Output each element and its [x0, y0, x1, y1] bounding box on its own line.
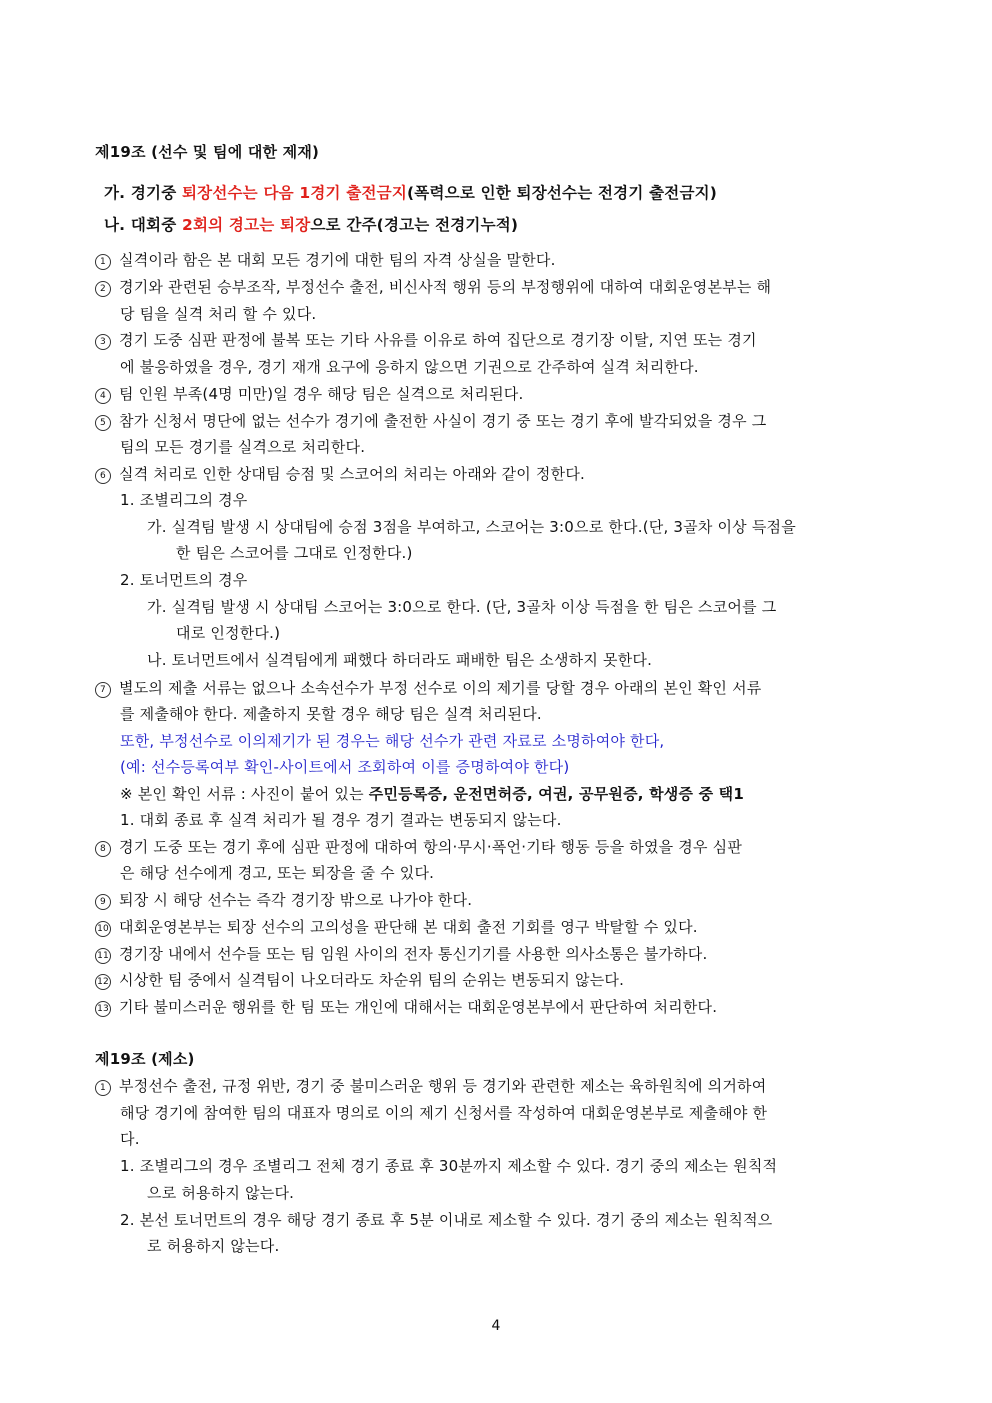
list-item-text: 경기와 관련된 승부조작, 부정선수 출전, 비신사적 행위 등의 부정행위에 대하여 대회운영본부는 해 [119, 278, 772, 296]
circled-number: 6 [95, 468, 111, 484]
list-item [95, 330, 757, 350]
circled-number: 10 [95, 921, 111, 937]
appeal-league-rule-continuation: 으로 허용하지 않는다. [147, 1184, 295, 1202]
list-item [95, 944, 707, 964]
sub-tournament-ga-continuation: 대로 인정한다.) [176, 624, 281, 642]
list-item-continuation: 에 불응하였을 경우, 경기 재개 요구에 응하지 않으면 기권으로 간주하여 실격 처리한다. [120, 358, 699, 376]
result-note: 1. 대회 종료 후 실격 처리가 될 경우 경기 결과는 변동되지 않는다. [120, 811, 562, 829]
list-item-text: 별도의 제출 서류는 없으나 소속선수가 부정 선수로 이의 제기를 당할 경우 아래의 본인 확인 서류 [119, 679, 762, 697]
list-item-continuation: 해당 경기에 참여한 팀의 대표자 명의로 이의 제기 신청서를 작성하여 대회운영본부로 제출해야 한 [120, 1104, 768, 1122]
circled-number: 8 [95, 841, 111, 857]
list-item [95, 411, 766, 431]
circled-number: 1 [95, 1080, 111, 1096]
id-documents-list: 주민등록증, 운전면허증, 여권, 공무원증, 학생증 중 택1 [368, 785, 745, 803]
list-item-continuation: 다. [120, 1130, 140, 1148]
rule-ga-prefix: 가. 경기중 [104, 184, 182, 202]
circled-number: 13 [95, 1001, 111, 1017]
list-item [95, 890, 472, 910]
rule-na-highlight: 2회의 경고는 퇴장 [181, 216, 311, 234]
list-item-text: 시상한 팀 중에서 실격팀이 나오더라도 차순위 팀의 순위는 변동되지 않는다. [119, 971, 625, 989]
list-item [95, 970, 624, 990]
blue-note-1: 또한, 부정선수로 이의제기가 된 경우는 해당 선수가 관련 자료로 소명하여야 한다, [120, 732, 665, 750]
list-item-text: 부정선수 출전, 규정 위반, 경기 중 불미스러운 행위 등 경기와 관련한 제소는 육하원칙에 의거하여 [119, 1077, 767, 1095]
circled-number: 3 [95, 334, 111, 350]
list-item [95, 250, 556, 270]
sub-league-ga-continuation: 한 팀은 스코어를 그대로 인정한다.) [176, 544, 413, 562]
rule-ga [104, 183, 717, 203]
list-item [95, 384, 523, 404]
circled-number: 12 [95, 974, 111, 990]
circled-number: 9 [95, 894, 111, 910]
list-item-text: 퇴장 시 해당 선수는 즉각 경기장 밖으로 나가야 한다. [119, 891, 473, 909]
list-item-text: 기타 불미스러운 행위를 한 팀 또는 개인에 대해서는 대회운영본부에서 판단하여 처리한다. [119, 998, 718, 1016]
list-item-text: 실격이라 함은 본 대회 모든 경기에 대한 팀의 자격 상실을 말한다. [119, 251, 556, 269]
id-documents-prefix: ※ 본인 확인 서류 : 사진이 붙어 있는 [120, 785, 369, 803]
list-item-continuation: 은 해당 선수에게 경고, 또는 퇴장을 줄 수 있다. [120, 864, 435, 882]
sub-tournament-ga: 가. 실격팀 발생 시 상대팀 스코어는 3:0으로 한다. (단, 3골차 이상 득점을 한 팀은 스코어를 그 [147, 598, 777, 616]
page-number: 4 [491, 1318, 501, 1334]
circled-number: 5 [95, 415, 111, 431]
rule-na-prefix: 나. 대회중 [104, 216, 182, 234]
rule-ga-highlight: 퇴장선수는 다음 1경기 출전금지 [181, 184, 408, 202]
list-item [95, 837, 742, 857]
circled-number: 2 [95, 281, 111, 297]
list-item-text: 경기 도중 또는 경기 후에 심판 판정에 대하여 항의·무시·폭언·기타 행동 등을 하였을 경우 심판 [119, 838, 743, 856]
sub-tournament-na: 나. 토너먼트에서 실격팀에게 패했다 하더라도 패배한 팀은 소생하지 못한다. [147, 651, 653, 669]
rule-na [104, 215, 518, 235]
list-item [95, 678, 761, 698]
list-item-text: 경기 도중 심판 판정에 불복 또는 기타 사유를 이유로 하여 집단으로 경기장 이탈, 지연 또는 경기 [119, 331, 757, 349]
list-item [95, 1076, 766, 1096]
appeal-league-rule: 1. 조별리그의 경우 조별리그 전체 경기 종료 후 30분까지 제소할 수 있다. 경기 중의 제소는 원칙적 [120, 1157, 778, 1175]
sub-tournament-title: 2. 토너먼트의 경우 [120, 571, 248, 589]
blue-note-2: (예: 선수등록여부 확인-사이트에서 조회하여 이를 증명하여야 한다) [120, 758, 570, 776]
circled-number: 7 [95, 682, 111, 698]
sub-league-title: 1. 조별리그의 경우 [120, 491, 248, 509]
circled-number: 11 [95, 948, 111, 964]
circled-number: 4 [95, 388, 111, 404]
list-item-text: 대회운영본부는 퇴장 선수의 고의성을 판단해 본 대회 출전 기회를 영구 박탈할 수 있다. [119, 918, 698, 936]
list-item [95, 997, 717, 1017]
appeal-tournament-rule-continuation: 로 허용하지 않는다. [147, 1237, 280, 1255]
list-item [95, 464, 585, 484]
list-item-continuation: 당 팀을 실격 처리 할 수 있다. [120, 305, 317, 323]
rule-na-suffix: 으로 간주(경고는 전경기누적) [310, 216, 519, 234]
list-item-continuation: 팀의 모든 경기를 실격으로 처리한다. [120, 438, 366, 456]
circled-number: 1 [95, 254, 111, 270]
list-item-continuation: 를 제출해야 한다. 제출하지 못할 경우 해당 팀은 실격 처리된다. [120, 705, 542, 723]
list-item-text: 경기장 내에서 선수들 또는 팀 임원 사이의 전자 통신기기를 사용한 의사소통은 불가하다. [119, 945, 708, 963]
sub-league-ga: 가. 실격팀 발생 시 상대팀에 승점 3점을 부여하고, 스코어는 3:0으로 한다.(단, 3골차 이상 득점을 [147, 518, 796, 536]
appeal-tournament-rule: 2. 본선 토너먼트의 경우 해당 경기 종료 후 5분 이내로 제소할 수 있다. 경기 중의 제소는 원칙적으 [120, 1211, 773, 1229]
section-heading-appeal: 제19조 (제소) [95, 1050, 195, 1068]
id-documents-note [120, 784, 744, 804]
rule-ga-suffix: (폭력으로 인한 퇴장선수는 전경기 출전금지) [407, 184, 718, 202]
list-item [95, 277, 771, 297]
list-item-text: 실격 처리로 인한 상대팀 승점 및 스코어의 처리는 아래와 같이 정한다. [119, 465, 585, 483]
list-item [95, 917, 698, 937]
list-item-text: 팀 인원 부족(4명 미만)일 경우 해당 팀은 실격으로 처리된다. [119, 385, 524, 403]
list-item-text: 참가 신청서 명단에 없는 선수가 경기에 출전한 사실이 경기 중 또는 경기 후에 발각되었을 경우 그 [119, 412, 767, 430]
section-heading-sanctions: 제19조 (선수 및 팀에 대한 제재) [95, 143, 320, 161]
